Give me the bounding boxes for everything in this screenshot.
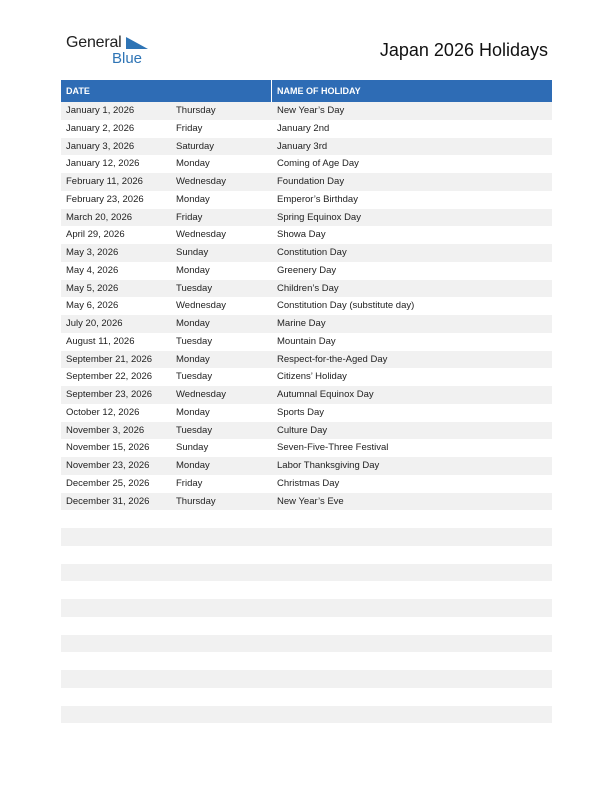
- table-row: [61, 351, 552, 369]
- empty-row: [61, 652, 552, 670]
- table-row: [61, 138, 552, 156]
- holiday-date: January 1, 2026: [66, 105, 135, 116]
- empty-row: [61, 670, 552, 688]
- holiday-weekday: Monday: [176, 353, 210, 365]
- holiday-date: May 6, 2026: [66, 300, 119, 312]
- logo-word-blue: Blue: [112, 50, 143, 67]
- holiday-date: November 23, 2026: [66, 460, 150, 471]
- holiday-weekday: Tuesday: [176, 335, 213, 347]
- holiday-weekday: Friday: [176, 211, 203, 223]
- holiday-name: Mountain Day: [277, 335, 336, 347]
- table-row: [61, 422, 552, 440]
- table-row: [61, 173, 552, 191]
- holiday-date: September 21, 2026: [66, 353, 153, 365]
- holiday-date: January 2, 2026: [66, 122, 135, 134]
- empty-row: [61, 688, 552, 706]
- table-row: [61, 244, 552, 262]
- holiday-name: Showa Day: [277, 229, 326, 241]
- table-row: [61, 297, 552, 315]
- table-row: [61, 457, 552, 475]
- holiday-weekday: Monday: [176, 406, 210, 418]
- logo-triangle-icon: [122, 37, 150, 51]
- holiday-date: September 23, 2026: [66, 389, 153, 400]
- holiday-table: [61, 80, 552, 723]
- generalblue-logo: [66, 34, 156, 68]
- empty-row: [61, 635, 552, 653]
- table-row: [61, 333, 552, 351]
- holiday-name: Foundation Day: [277, 176, 345, 187]
- holiday-weekday: Sunday: [176, 247, 209, 258]
- table-row: [61, 102, 552, 120]
- empty-row: [61, 706, 552, 724]
- holiday-name: New Year’s Day: [277, 105, 345, 116]
- header-divider: [271, 80, 272, 102]
- holiday-name: Coming of Age Day: [277, 158, 359, 170]
- holiday-weekday: Tuesday: [176, 282, 213, 294]
- holiday-weekday: Sunday: [176, 442, 209, 454]
- holiday-weekday: Friday: [176, 122, 203, 134]
- holiday-weekday: Tuesday: [176, 424, 213, 436]
- holiday-date: December 25, 2026: [66, 477, 150, 489]
- holiday-name: Culture Day: [277, 424, 328, 436]
- holiday-name: January 3rd: [277, 140, 328, 152]
- holiday-weekday: Friday: [176, 477, 203, 489]
- holiday-date: January 3, 2026: [66, 140, 135, 152]
- holiday-date: March 20, 2026: [66, 211, 133, 223]
- table-row: [61, 226, 552, 244]
- holiday-date: September 22, 2026: [66, 371, 153, 383]
- holiday-weekday: Thursday: [176, 105, 216, 116]
- table-row: [61, 120, 552, 138]
- table-row: [61, 368, 552, 386]
- empty-row: [61, 564, 552, 582]
- holiday-name: Seven-Five-Three Festival: [277, 442, 389, 454]
- holiday-name: Christmas Day: [277, 477, 340, 489]
- holiday-name: Greenery Day: [277, 264, 337, 276]
- holiday-name: Respect-for-the-Aged Day: [277, 353, 388, 365]
- table-row: [61, 386, 552, 404]
- holiday-date: December 31, 2026: [66, 495, 150, 507]
- table-row: [61, 209, 552, 227]
- holiday-weekday: Tuesday: [176, 371, 213, 383]
- logo-word-general: General: [66, 34, 122, 51]
- holiday-date: April 29, 2026: [66, 229, 125, 241]
- holiday-date: November 15, 2026: [66, 442, 150, 454]
- table-row: [61, 493, 552, 511]
- empty-row: [61, 617, 552, 635]
- page-title: Japan 2026 Holidays: [379, 40, 548, 60]
- header-holiday-name: NAME OF HOLIDAY: [277, 86, 361, 96]
- holiday-name: January 2nd: [277, 122, 330, 134]
- table-row: [61, 262, 552, 280]
- table-row: [61, 155, 552, 173]
- holiday-name: Spring Equinox Day: [277, 211, 361, 223]
- holiday-weekday: Wednesday: [176, 389, 226, 400]
- holiday-name: Sports Day: [277, 406, 324, 418]
- table-row: [61, 404, 552, 422]
- holiday-weekday: Wednesday: [176, 300, 226, 312]
- empty-row: [61, 510, 552, 528]
- holiday-date: May 3, 2026: [66, 247, 119, 258]
- holiday-date: July 20, 2026: [66, 318, 123, 329]
- empty-row: [61, 599, 552, 617]
- holiday-date: May 4, 2026: [66, 264, 119, 276]
- holiday-name: Constitution Day: [277, 247, 347, 258]
- holiday-name: Emperor’s Birthday: [277, 193, 358, 205]
- empty-rows: [61, 510, 552, 723]
- holiday-date: October 12, 2026: [66, 406, 140, 418]
- holiday-weekday: Thursday: [176, 495, 216, 507]
- holiday-name: Children’s Day: [277, 282, 339, 294]
- holiday-weekday: Saturday: [176, 140, 215, 152]
- holiday-name: New Year’s Eve: [277, 495, 344, 507]
- holiday-weekday: Monday: [176, 158, 210, 170]
- table-header: [61, 80, 552, 102]
- holiday-weekday: Monday: [176, 318, 210, 329]
- holiday-name: Labor Thanksgiving Day: [277, 460, 380, 471]
- table-body: [61, 102, 552, 510]
- holiday-weekday: Monday: [176, 193, 210, 205]
- holiday-date: February 11, 2026: [66, 176, 143, 187]
- header-date: DATE: [66, 86, 90, 96]
- holiday-name: Marine Day: [277, 318, 326, 329]
- empty-row: [61, 528, 552, 546]
- empty-row: [61, 546, 552, 564]
- holiday-date: November 3, 2026: [66, 424, 145, 436]
- holiday-date: January 12, 2026: [66, 158, 140, 170]
- table-row: [61, 439, 552, 457]
- holiday-weekday: Monday: [176, 264, 210, 276]
- holiday-date: February 23, 2026: [66, 193, 144, 205]
- holiday-weekday: Wednesday: [176, 176, 226, 187]
- holiday-name: Autumnal Equinox Day: [277, 389, 374, 400]
- table-row: [61, 191, 552, 209]
- table-row: [61, 280, 552, 298]
- holiday-name: Citizens’ Holiday: [277, 371, 347, 383]
- holiday-date: August 11, 2026: [66, 335, 135, 347]
- holiday-weekday: Monday: [176, 460, 210, 471]
- holiday-weekday: Wednesday: [176, 229, 226, 241]
- holiday-name: Constitution Day (substitute day): [277, 300, 415, 312]
- holiday-date: May 5, 2026: [66, 282, 119, 294]
- table-row: [61, 315, 552, 333]
- empty-row: [61, 581, 552, 599]
- table-row: [61, 475, 552, 493]
